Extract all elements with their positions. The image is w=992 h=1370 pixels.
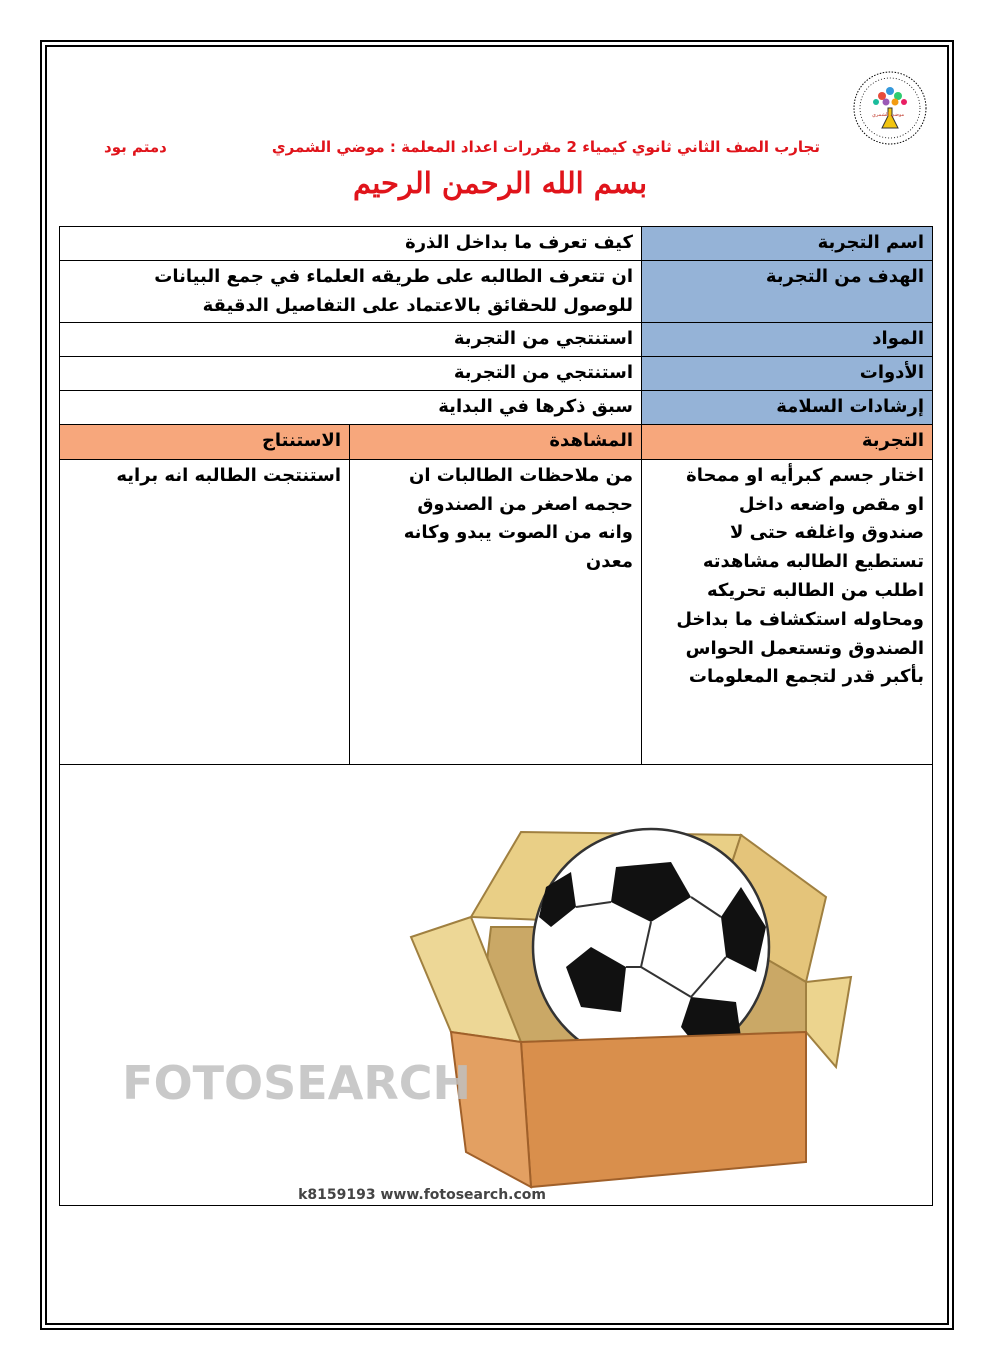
course-header [100,138,820,156]
conclusion-cell: استنتجت الطالبه انه برايه [60,459,350,764]
observation-line: معدن [585,551,633,573]
experiment-steps-cell [642,459,933,764]
experiment-line: الصندوق وتستعمل الحواس [685,637,924,659]
experiment-line: اطلب من الطالبه تحريكه [707,579,924,601]
col-observation-header: المشاهدة [350,424,642,459]
experiment-line: او مقص واضعه داخل [738,493,924,515]
experiment-line: ومحاوله استكشاف ما بداخل [676,608,924,630]
watermark-text: FOTOSEARCH [122,1055,471,1110]
goal-line: ان تتعرف الطالبه على طريقه العلماء في جمع البيانات [154,265,633,287]
content-row [60,459,933,764]
goal-line: للوصول للحقائق بالاعتماد على التفاصيل الدقيقة [202,294,633,316]
image-caption: k8159193 www.fotosearch.com [298,1186,546,1203]
experiment-table [59,226,933,1206]
image-cell [60,764,933,1205]
school-label: دمتم بود [104,138,167,156]
experiment-name-value: كيف تعرف ما بداخل الذرة [60,227,642,261]
experiment-line: اختار جسم كبرأيه او ممحاة [686,464,924,486]
goal-value [60,260,642,323]
soccer-ball [533,829,769,1065]
experiment-name-label: اسم التجربة [642,227,933,261]
observation-line: وانه من الصوت يبدو وكانه [403,522,633,544]
course-line: تجارب الصف الثاني ثانوي كيمياء 2 مقررات اعداد المعلمة : موضي الشمري [271,138,820,156]
experiment-line: تستطيع الطالبه مشاهدته [702,551,924,573]
logo-text: موضي الشمري [872,112,905,118]
columns-header-row [60,424,933,459]
experiment-line: بأكبر قدر لتجمع المعلومات [688,666,924,688]
basmala-title: بسم الله الرحمن الرحيم [352,166,648,200]
tools-row [60,357,933,391]
goal-label: الهدف من التجربة [642,260,933,323]
name-row [60,227,933,261]
tools-label: الأدوات [642,357,933,391]
safety-value: سبق ذكرها في البداية [60,390,642,424]
materials-row [60,323,933,357]
observation-line: من ملاحظات الطالبات ان [408,464,633,486]
illustration [68,767,924,1203]
tools-value: استنتجي من التجربة [60,357,642,391]
safety-label: إرشادات السلامة [642,390,933,424]
flask-tree-logo-icon [852,70,928,146]
image-row [60,764,933,1205]
materials-label: المواد [642,323,933,357]
materials-value: استنتجي من التجربة [60,323,642,357]
observation-cell [350,459,642,764]
experiment-line: صندوق واغلفه حتى لا [729,522,924,544]
safety-row [60,390,933,424]
observation-line: حجمه اصغر من الصندوق [417,493,633,515]
soccer-ball-in-box-icon [51,767,924,1203]
col-conclusion-header: الاستنتاج [60,424,350,459]
col-experiment-header: التجربة [642,424,933,459]
goal-row [60,260,933,323]
